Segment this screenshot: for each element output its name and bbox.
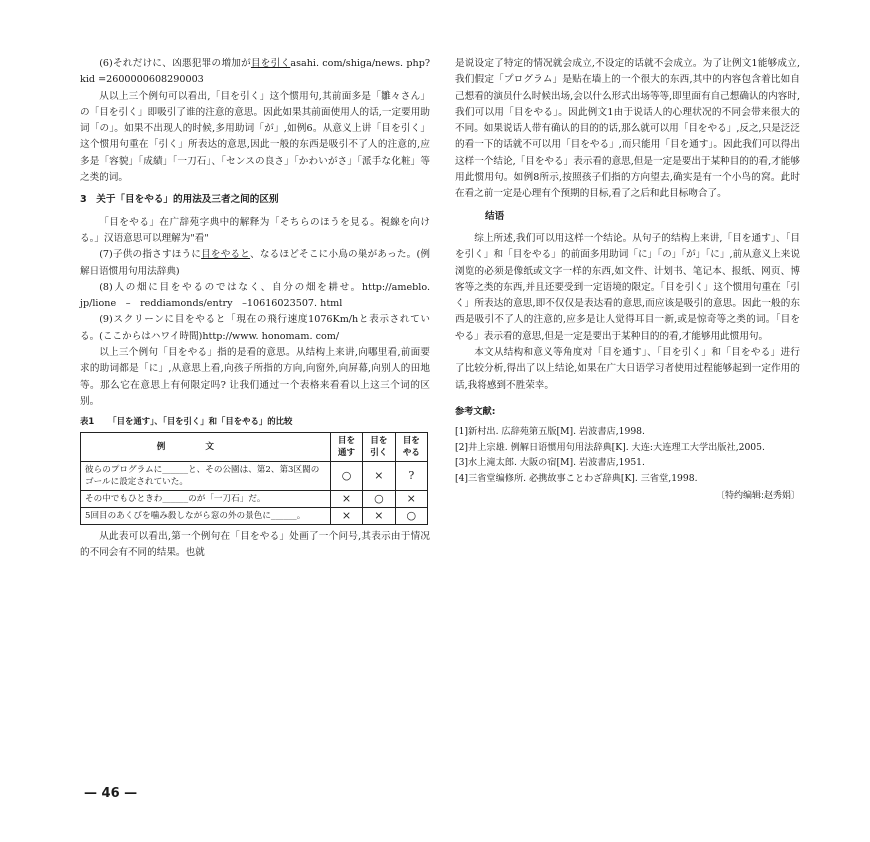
paragraph: 从以上三个例句可以看出,「目を引く」这个惯用句,其前面多是「雛々さん」の「目を引く」即吸引了谁的注意的意思。因此如果其前面使用人的话,一定要用助词「の」。如果不出现人的时候,多用助词「が」,如例6。从意义上讲「目を引く」这个惯用句重在「引く」所表达的意思,因此一般的东西是吸引不了人的注意的,应多是「容貌」「成績」「一刀石」、「センスの良さ」「かわいがさ」「派手な化粧」等之类的词。 [80, 90, 430, 184]
table-cell-mark: × [363, 461, 395, 490]
reference-item: [4]三省堂编修所. 必携故事ことわざ辞典[K]. 三省堂,1998. [455, 472, 698, 484]
example-7-text: (7)子供の指さすほうに [99, 249, 202, 261]
example-7 [80, 247, 430, 280]
comparison-table [80, 432, 428, 525]
example-7-underlined: 目をやると [201, 249, 251, 261]
references-title: 参考文献: [455, 405, 496, 417]
table-row [81, 461, 428, 490]
table-caption [80, 413, 430, 429]
paragraph: 是说设定了特定的情况就会成立,不设定的话就不会成立。为了让例文1能够成立,我们假定「プログラム」是贴在墙上的一个很大的东西,其中的内容包含着比如自己想看的演员什么时候出场,会以什么形式出场等等,即里面有自己想确认的内容时,我们可以用「目をやる」。因此例文1由于说话人的心理状况的不同会带来很大的不同。如果说话人带有确认的目的的话,那么就可以用「目をやる」,反之,只是泛泛的看一下的话就不可以用「目をやる」,而只能用「目を通す」。因此我们可以得出这样一个结论,「目をやる」表示看的意思,但是一定是要出于某种目的的看,才能够用此惯用句。如例8所示,按照孩子们指的方向望去,确实是有一个小鸟的窝。此时在看之前一定是心理有个预期的目标,看了之后和此目标吻合了。 [455, 58, 800, 200]
example-6-source: asahi. com/shiga/news. php? kid =2600000608290003 [80, 58, 431, 86]
table-cell-mark: × [395, 490, 427, 507]
example-6 [80, 56, 430, 89]
table-row [81, 490, 428, 507]
table-row [81, 507, 428, 524]
table-cell-mark: × [330, 507, 362, 524]
reference-item: [1]新村出. 広辞苑第五版[M]. 岩波書店,1998. [455, 426, 645, 438]
paragraph: 「目をやる」在广辞苑字典中的解释为「そちらのほうを見る。視線を向ける。」汉语意思可以理解为"看" [80, 216, 430, 244]
example-9: (9)スクリーンに目をやると「現在の飛行速度1076Km/hと表示されている。(ここからはハワイ時間)http://www. honomam. com/ [80, 314, 430, 342]
example-6-underlined: 目を引く [250, 58, 291, 69]
section-heading: 3 关于「目をやる」的用法及三者之间的区别 [80, 194, 279, 206]
table-cell-mark: × [330, 490, 362, 507]
reference-item: [3]水上滝太郎. 大阪の宿[M]. 岩波書店,1951. [455, 457, 645, 469]
table-title: 「目を通す」、「目を引く」和「目をやる」的比较 [108, 416, 293, 427]
table-cell-mark: ? [395, 461, 427, 490]
paragraph: 从此表可以看出,第一个例句在「目をやる」处画了一个问号,其表示由于情况的不同会有不同的结果。也就 [80, 530, 430, 558]
table-cell-example: 5回目のあくびを噛み殺しながら窓の外の景色に______。 [81, 507, 331, 524]
example-6-text: (6)それだけに、凶悪犯罪の増加が [99, 58, 251, 69]
table-header-row [81, 432, 428, 461]
example-7-source: 、なるほどそこに小鳥の巣があった。(例解日语惯用句用法辞典) [80, 249, 430, 277]
table-header-me-wo-yaru: 目をやる [395, 432, 427, 461]
table-cell-example: その中でもひときわ______のが「一刀石」だ。 [81, 490, 331, 507]
table-header-me-wo-hiku: 目を引く [363, 432, 395, 461]
paragraph: 以上三个例句「目をやる」指的是看的意思。从结构上来讲,向哪里看,前面要求的助词都是「に」,从意思上看,向孩子所指的方向,向窗外,向屏幕,向别人的田地等。那么它在意思上有何限定吗? 让我们通过一个表格来看看以上这三个词的区别。 [80, 347, 430, 407]
table-cell-mark: × [363, 507, 395, 524]
example-8: (8)人の畑に目をやるのではなく、自分の畑を耕せ。http://ameblo. jp/lione – reddiamonds/entry –10616023507. html [80, 281, 430, 310]
table-cell-mark: ○ [330, 461, 362, 490]
table-cell-example: 彼らのプログラムに______と、その公園は、第2、第3区閥のゴールに設定されていた。 [81, 461, 331, 490]
section-heading-conclusion: 结语 [485, 210, 505, 222]
table-number: 表1 [80, 416, 95, 427]
page-number: — 46 — [84, 786, 138, 801]
table-header-example: 例文 [81, 432, 331, 461]
reference-item: [2]井上宗雄. 例解日语惯用句用法辞典[K]. 大连:大连理工大学出版社,2005. [455, 441, 765, 453]
table-cell-mark: ○ [395, 507, 427, 524]
special-editor: 〔特约编辑:赵秀娟〕 [715, 491, 800, 502]
left-column [80, 56, 430, 561]
paragraph: 综上所述,我们可以用这样一个结论。从句子的结构上来讲,「目を通す」、「目を引く」和「目をやる」的前面多用助词「に」「の」「が」「に」,前从意义上来说浏览的必须是像纸或文字一样的东西,如文件、计划书、笔记本、报纸、网页、博客等之类的东西,并且还要受到一定语境的限定。「目を引く」这个惯用句重在「引く」所表达的意思,即不仅仅是表达看的意思,而应该是吸引的意思。因此一般的东西是吸引不了人的注意的,应多是让人觉得耳目一新,或是惊奇等之类的词。「目をやる」表示看的意思,但是一定是要出于某种目的的看,才能够用此惯用句。 [455, 232, 800, 342]
paragraph: 本文从结构和意义等角度对「目を通す」、「目を引く」和「目をやる」进行了比较分析,得出了以上结论,如果在广大日语学习者使用过程能够起到一定作用的话,我将感到不胜荣幸。 [455, 347, 800, 391]
right-column [455, 56, 800, 505]
table-cell-mark: ○ [363, 490, 395, 507]
table-header-me-wo-toosu: 目を通す [330, 432, 362, 461]
